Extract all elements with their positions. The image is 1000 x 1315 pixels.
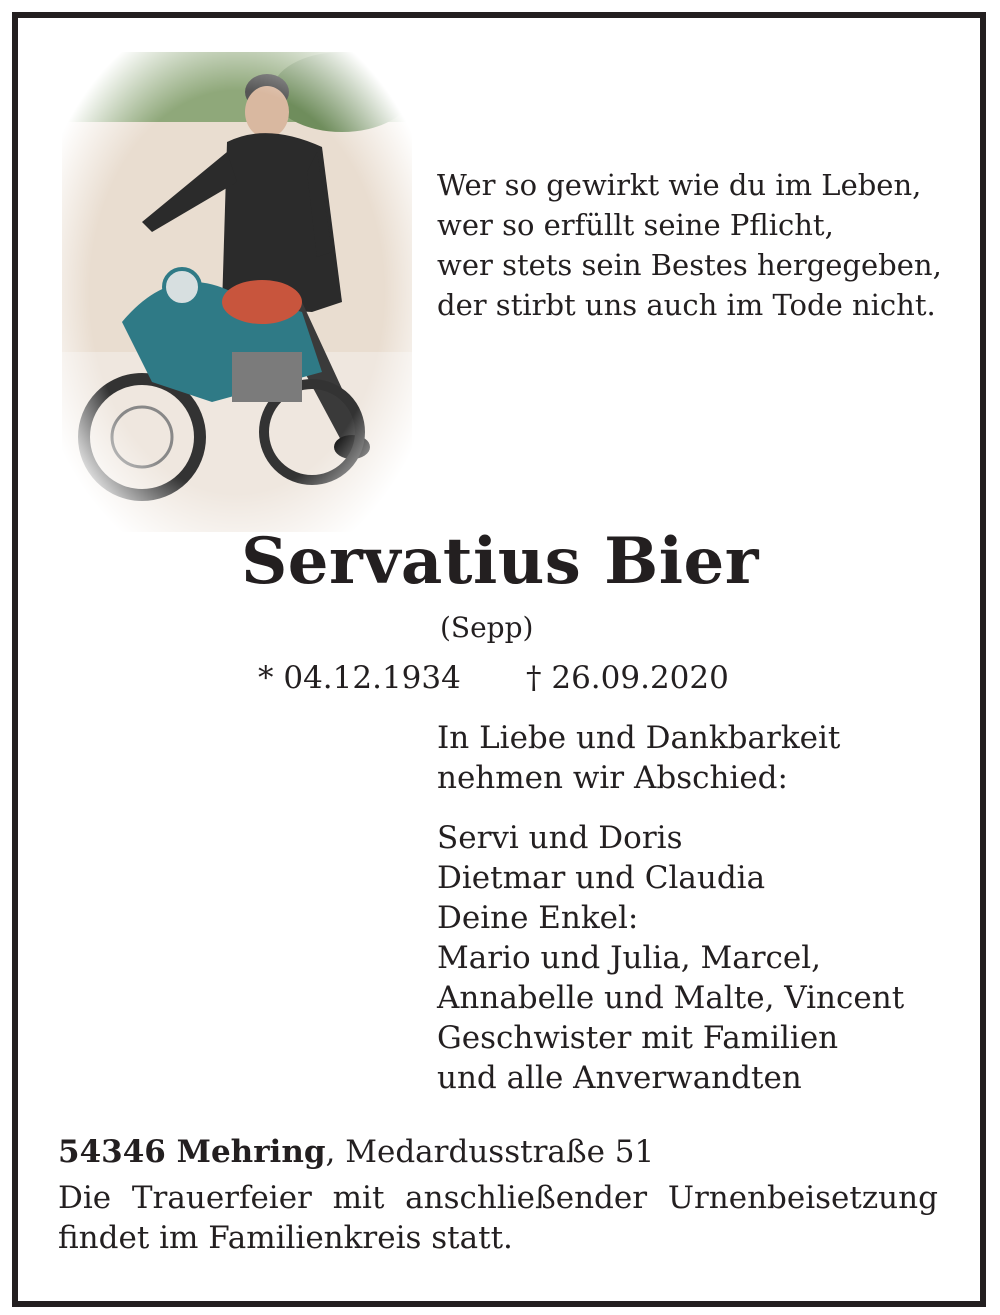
address-street: , Medardusstraße 51 bbox=[325, 1134, 655, 1170]
quote-line: der stirbt uns auch im Tode nicht. bbox=[437, 288, 936, 322]
mourner-line: Annabelle und Malte, Vincent bbox=[437, 980, 905, 1016]
memorial-quote bbox=[437, 165, 942, 325]
quote-line: wer stets sein Bestes hergegeben, bbox=[437, 248, 942, 282]
address-city: 54346 Mehring bbox=[58, 1134, 326, 1170]
address bbox=[58, 1132, 654, 1172]
deceased-name: Servatius Bier bbox=[241, 524, 759, 599]
mourner-line: Geschwister mit Familien bbox=[437, 1020, 839, 1056]
nickname: (Sepp) bbox=[440, 611, 534, 644]
ceremony-word: Trauerfeier bbox=[131, 1180, 312, 1216]
farewell-line: nehmen wir Abschied: bbox=[437, 760, 788, 796]
ceremony-word: mit bbox=[332, 1180, 385, 1216]
ceremony-word: Die bbox=[58, 1180, 112, 1216]
birth-date: * 04.12.1934 bbox=[258, 660, 461, 696]
mourner-line: und alle Anverwandten bbox=[437, 1060, 802, 1096]
farewell-text bbox=[437, 718, 840, 798]
quote-line: wer so erfüllt seine Pflicht, bbox=[437, 208, 834, 242]
ceremony-word: anschließender bbox=[405, 1180, 648, 1216]
farewell-line: In Liebe und Dankbarkeit bbox=[437, 720, 841, 756]
mourners-list bbox=[437, 818, 904, 1098]
mourner-line: Deine Enkel: bbox=[437, 900, 639, 936]
ceremony-note bbox=[58, 1178, 938, 1258]
death-date: † 26.09.2020 bbox=[526, 660, 729, 696]
mourner-line: Servi und Doris bbox=[437, 820, 683, 856]
mourner-line: Dietmar und Claudia bbox=[437, 860, 766, 896]
ceremony-line-2: findet im Familienkreis statt. bbox=[58, 1220, 513, 1256]
ceremony-line-1 bbox=[58, 1178, 938, 1218]
quote-line: Wer so gewirkt wie du im Leben, bbox=[437, 168, 922, 202]
mourner-line: Mario und Julia, Marcel, bbox=[437, 940, 822, 976]
ceremony-word: Urnenbeisetzung bbox=[667, 1180, 938, 1216]
portrait-photo bbox=[62, 52, 412, 532]
